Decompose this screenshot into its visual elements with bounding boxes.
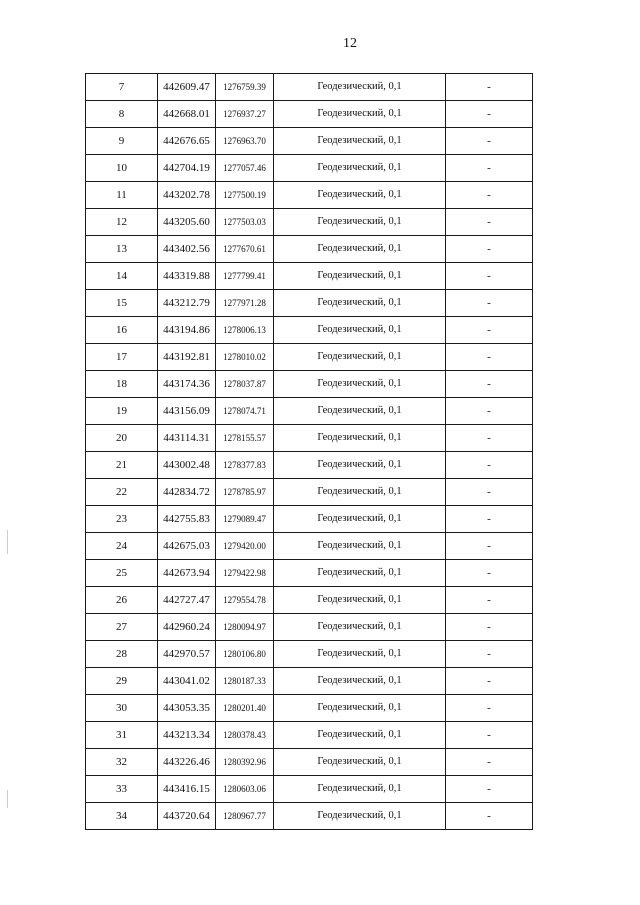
table-row [86, 506, 533, 533]
x-coordinate-cell: 443053.35 [158, 695, 216, 722]
note-cell: - [446, 101, 533, 128]
method-accuracy-cell: Геодезический, 0,1 [274, 506, 446, 533]
method-accuracy-cell: Геодезический, 0,1 [274, 317, 446, 344]
table-row [86, 263, 533, 290]
page-number: 12 [343, 36, 357, 51]
note-cell: - [446, 155, 533, 182]
point-number-cell: 29 [86, 668, 158, 695]
table-row [86, 452, 533, 479]
point-number-cell: 23 [86, 506, 158, 533]
x-coordinate-cell: 443174.36 [158, 371, 216, 398]
y-coordinate-cell: 1280392.96 [216, 749, 274, 776]
point-number-cell: 22 [86, 479, 158, 506]
method-accuracy-cell: Геодезический, 0,1 [274, 560, 446, 587]
note-cell: - [446, 749, 533, 776]
x-coordinate-cell: 442834.72 [158, 479, 216, 506]
method-accuracy-cell: Геодезический, 0,1 [274, 641, 446, 668]
method-accuracy-cell: Геодезический, 0,1 [274, 209, 446, 236]
x-coordinate-cell: 442673.94 [158, 560, 216, 587]
x-coordinate-cell: 443402.56 [158, 236, 216, 263]
x-coordinate-cell: 442755.83 [158, 506, 216, 533]
method-accuracy-cell: Геодезический, 0,1 [274, 236, 446, 263]
y-coordinate-cell: 1280106.80 [216, 641, 274, 668]
method-accuracy-cell: Геодезический, 0,1 [274, 101, 446, 128]
method-accuracy-cell: Геодезический, 0,1 [274, 803, 446, 830]
point-number-cell: 8 [86, 101, 158, 128]
y-coordinate-cell: 1278074.71 [216, 398, 274, 425]
x-coordinate-cell: 442609.47 [158, 74, 216, 101]
x-coordinate-cell: 443192.81 [158, 344, 216, 371]
table-row [86, 749, 533, 776]
y-coordinate-cell: 1278785.97 [216, 479, 274, 506]
table-row [86, 74, 533, 101]
point-number-cell: 33 [86, 776, 158, 803]
x-coordinate-cell: 442960.24 [158, 614, 216, 641]
point-number-cell: 26 [86, 587, 158, 614]
table-row [86, 803, 533, 830]
method-accuracy-cell: Геодезический, 0,1 [274, 722, 446, 749]
table-row [86, 209, 533, 236]
y-coordinate-cell: 1277971.28 [216, 290, 274, 317]
y-coordinate-cell: 1277500.19 [216, 182, 274, 209]
point-number-cell: 11 [86, 182, 158, 209]
point-number-cell: 27 [86, 614, 158, 641]
note-cell: - [446, 182, 533, 209]
method-accuracy-cell: Геодезический, 0,1 [274, 425, 446, 452]
note-cell: - [446, 128, 533, 155]
note-cell: - [446, 398, 533, 425]
note-cell: - [446, 614, 533, 641]
table-row [86, 317, 533, 344]
x-coordinate-cell: 443205.60 [158, 209, 216, 236]
point-number-cell: 15 [86, 290, 158, 317]
table-row [86, 155, 533, 182]
x-coordinate-cell: 443194.86 [158, 317, 216, 344]
note-cell: - [446, 803, 533, 830]
point-number-cell: 25 [86, 560, 158, 587]
note-cell: - [446, 317, 533, 344]
y-coordinate-cell: 1276937.27 [216, 101, 274, 128]
x-coordinate-cell: 443720.64 [158, 803, 216, 830]
note-cell: - [446, 425, 533, 452]
x-coordinate-cell: 443156.09 [158, 398, 216, 425]
point-number-cell: 10 [86, 155, 158, 182]
table-row [86, 344, 533, 371]
y-coordinate-cell: 1278377.83 [216, 452, 274, 479]
y-coordinate-cell: 1278037.87 [216, 371, 274, 398]
point-number-cell: 13 [86, 236, 158, 263]
note-cell: - [446, 290, 533, 317]
point-number-cell: 12 [86, 209, 158, 236]
point-number-cell: 17 [86, 344, 158, 371]
note-cell: - [446, 371, 533, 398]
note-cell: - [446, 668, 533, 695]
y-coordinate-cell: 1277670.61 [216, 236, 274, 263]
point-number-cell: 14 [86, 263, 158, 290]
x-coordinate-cell: 443002.48 [158, 452, 216, 479]
y-coordinate-cell: 1279554.78 [216, 587, 274, 614]
y-coordinate-cell: 1279089.47 [216, 506, 274, 533]
y-coordinate-cell: 1280603.06 [216, 776, 274, 803]
y-coordinate-cell: 1280378.43 [216, 722, 274, 749]
x-coordinate-cell: 442668.01 [158, 101, 216, 128]
method-accuracy-cell: Геодезический, 0,1 [274, 452, 446, 479]
note-cell: - [446, 560, 533, 587]
y-coordinate-cell: 1280187.33 [216, 668, 274, 695]
point-number-cell: 9 [86, 128, 158, 155]
x-coordinate-cell: 443202.78 [158, 182, 216, 209]
method-accuracy-cell: Геодезический, 0,1 [274, 74, 446, 101]
y-coordinate-cell: 1277503.03 [216, 209, 274, 236]
x-coordinate-cell: 443114.31 [158, 425, 216, 452]
y-coordinate-cell: 1280094.97 [216, 614, 274, 641]
table-row [86, 425, 533, 452]
x-coordinate-cell: 442675.03 [158, 533, 216, 560]
y-coordinate-cell: 1280201.40 [216, 695, 274, 722]
table-row [86, 641, 533, 668]
note-cell: - [446, 533, 533, 560]
table-row [86, 722, 533, 749]
method-accuracy-cell: Геодезический, 0,1 [274, 614, 446, 641]
table-row [86, 398, 533, 425]
method-accuracy-cell: Геодезический, 0,1 [274, 155, 446, 182]
table-row [86, 236, 533, 263]
x-coordinate-cell: 443226.46 [158, 749, 216, 776]
table-row [86, 668, 533, 695]
table-row [86, 290, 533, 317]
method-accuracy-cell: Геодезический, 0,1 [274, 668, 446, 695]
note-cell: - [446, 263, 533, 290]
table-row [86, 101, 533, 128]
x-coordinate-cell: 442704.19 [158, 155, 216, 182]
note-cell: - [446, 506, 533, 533]
y-coordinate-cell: 1278010.02 [216, 344, 274, 371]
method-accuracy-cell: Геодезический, 0,1 [274, 533, 446, 560]
table-row [86, 614, 533, 641]
point-number-cell: 30 [86, 695, 158, 722]
note-cell: - [446, 452, 533, 479]
point-number-cell: 32 [86, 749, 158, 776]
point-number-cell: 18 [86, 371, 158, 398]
y-coordinate-cell: 1280967.77 [216, 803, 274, 830]
method-accuracy-cell: Геодезический, 0,1 [274, 587, 446, 614]
point-number-cell: 20 [86, 425, 158, 452]
note-cell: - [446, 209, 533, 236]
y-coordinate-cell: 1277057.46 [216, 155, 274, 182]
table-row [86, 533, 533, 560]
y-coordinate-cell: 1279420.00 [216, 533, 274, 560]
note-cell: - [446, 722, 533, 749]
point-number-cell: 34 [86, 803, 158, 830]
table-row [86, 776, 533, 803]
method-accuracy-cell: Геодезический, 0,1 [274, 479, 446, 506]
point-number-cell: 7 [86, 74, 158, 101]
coordinates-table-body [86, 74, 533, 830]
note-cell: - [446, 74, 533, 101]
y-coordinate-cell: 1276963.70 [216, 128, 274, 155]
note-cell: - [446, 641, 533, 668]
table-row [86, 371, 533, 398]
note-cell: - [446, 587, 533, 614]
x-coordinate-cell: 442727.47 [158, 587, 216, 614]
note-cell: - [446, 695, 533, 722]
x-coordinate-cell: 442970.57 [158, 641, 216, 668]
margin-scan-mark [7, 530, 8, 554]
table-row [86, 695, 533, 722]
point-number-cell: 21 [86, 452, 158, 479]
table-row [86, 479, 533, 506]
method-accuracy-cell: Геодезический, 0,1 [274, 695, 446, 722]
y-coordinate-cell: 1279422.98 [216, 560, 274, 587]
method-accuracy-cell: Геодезический, 0,1 [274, 263, 446, 290]
y-coordinate-cell: 1278155.57 [216, 425, 274, 452]
point-number-cell: 28 [86, 641, 158, 668]
note-cell: - [446, 344, 533, 371]
point-number-cell: 19 [86, 398, 158, 425]
x-coordinate-cell: 443416.15 [158, 776, 216, 803]
point-number-cell: 24 [86, 533, 158, 560]
method-accuracy-cell: Геодезический, 0,1 [274, 398, 446, 425]
table-row [86, 182, 533, 209]
note-cell: - [446, 776, 533, 803]
method-accuracy-cell: Геодезический, 0,1 [274, 344, 446, 371]
x-coordinate-cell: 442676.65 [158, 128, 216, 155]
point-number-cell: 16 [86, 317, 158, 344]
y-coordinate-cell: 1277799.41 [216, 263, 274, 290]
y-coordinate-cell: 1278006.13 [216, 317, 274, 344]
note-cell: - [446, 236, 533, 263]
method-accuracy-cell: Геодезический, 0,1 [274, 776, 446, 803]
note-cell: - [446, 479, 533, 506]
table-row [86, 128, 533, 155]
method-accuracy-cell: Геодезический, 0,1 [274, 749, 446, 776]
y-coordinate-cell: 1276759.39 [216, 74, 274, 101]
coordinates-table [85, 73, 533, 830]
margin-scan-mark [7, 790, 8, 808]
table-row [86, 587, 533, 614]
method-accuracy-cell: Геодезический, 0,1 [274, 371, 446, 398]
x-coordinate-cell: 443041.02 [158, 668, 216, 695]
table-row [86, 560, 533, 587]
x-coordinate-cell: 443213.34 [158, 722, 216, 749]
method-accuracy-cell: Геодезический, 0,1 [274, 182, 446, 209]
method-accuracy-cell: Геодезический, 0,1 [274, 290, 446, 317]
method-accuracy-cell: Геодезический, 0,1 [274, 128, 446, 155]
point-number-cell: 31 [86, 722, 158, 749]
x-coordinate-cell: 443212.79 [158, 290, 216, 317]
x-coordinate-cell: 443319.88 [158, 263, 216, 290]
